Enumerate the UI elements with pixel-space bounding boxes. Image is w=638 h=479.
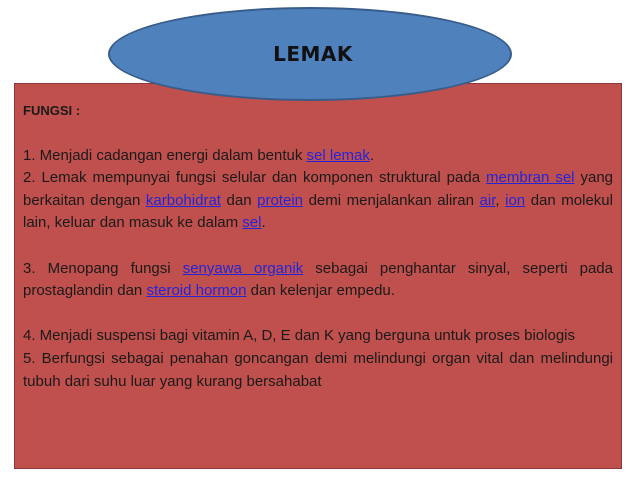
link-air[interactable]: air bbox=[479, 191, 496, 209]
item-2-text-3: dan bbox=[220, 191, 258, 209]
page-title: LEMAK bbox=[273, 42, 353, 66]
item-2-text-5: , bbox=[495, 191, 506, 209]
link-karbohidrat[interactable]: karbohidrat bbox=[145, 191, 221, 209]
item-1-end: . bbox=[369, 146, 375, 164]
link-sel[interactable]: sel bbox=[242, 214, 262, 232]
item-1 bbox=[23, 145, 613, 168]
content-panel bbox=[14, 83, 622, 469]
paragraph-gap bbox=[23, 235, 613, 258]
item-4: 4. Menjadi suspensi bagi vitamin A, D, E dan K yang berguna untuk proses biologis bbox=[23, 327, 575, 345]
item-2-text-1: 2. Lemak mempunyai fungsi selular dan komponen struktural pada bbox=[23, 169, 487, 187]
item-2-text-7: . bbox=[261, 214, 266, 232]
item-3-text-1: 3. Menopang fungsi bbox=[23, 259, 183, 277]
link-ion[interactable]: ion bbox=[505, 191, 526, 209]
item-2-text-4: demi menjalankan aliran bbox=[303, 191, 480, 209]
section-heading: FUNGSI : bbox=[23, 103, 81, 118]
link-sel-lemak[interactable]: sel lemak bbox=[306, 146, 370, 164]
title-ellipse bbox=[108, 7, 512, 101]
link-protein[interactable]: protein bbox=[257, 191, 303, 209]
item-2-text-2: yang berkaitan dengan bbox=[23, 169, 613, 209]
item-2-text-6: dan molekul lain, keluar dan masuk ke dalam bbox=[23, 191, 613, 232]
item-3-text-3: dan kelenjar empedu. bbox=[246, 282, 395, 300]
paragraph-gap bbox=[23, 303, 613, 326]
item-1-text: 1. Menjadi cadangan energi dalam bentuk bbox=[23, 146, 307, 164]
item-2 bbox=[23, 167, 613, 235]
link-membran-sel[interactable]: membran sel bbox=[486, 169, 575, 187]
item-3-text-2: sebagai penghantar sinyal, seperti pada prostaglandin dan bbox=[23, 259, 613, 300]
item-3 bbox=[23, 258, 613, 303]
link-senyawa-organik[interactable]: senyawa organik bbox=[182, 259, 304, 277]
link-steroid-hormon[interactable]: steroid hormon bbox=[146, 282, 247, 300]
text-area bbox=[23, 100, 613, 393]
item-5: 5. Berfungsi sebagai penahan goncangan demi melindungi organ vital dan melindungi tubuh dari suhu luar yang kurang bersahabat bbox=[23, 349, 613, 390]
